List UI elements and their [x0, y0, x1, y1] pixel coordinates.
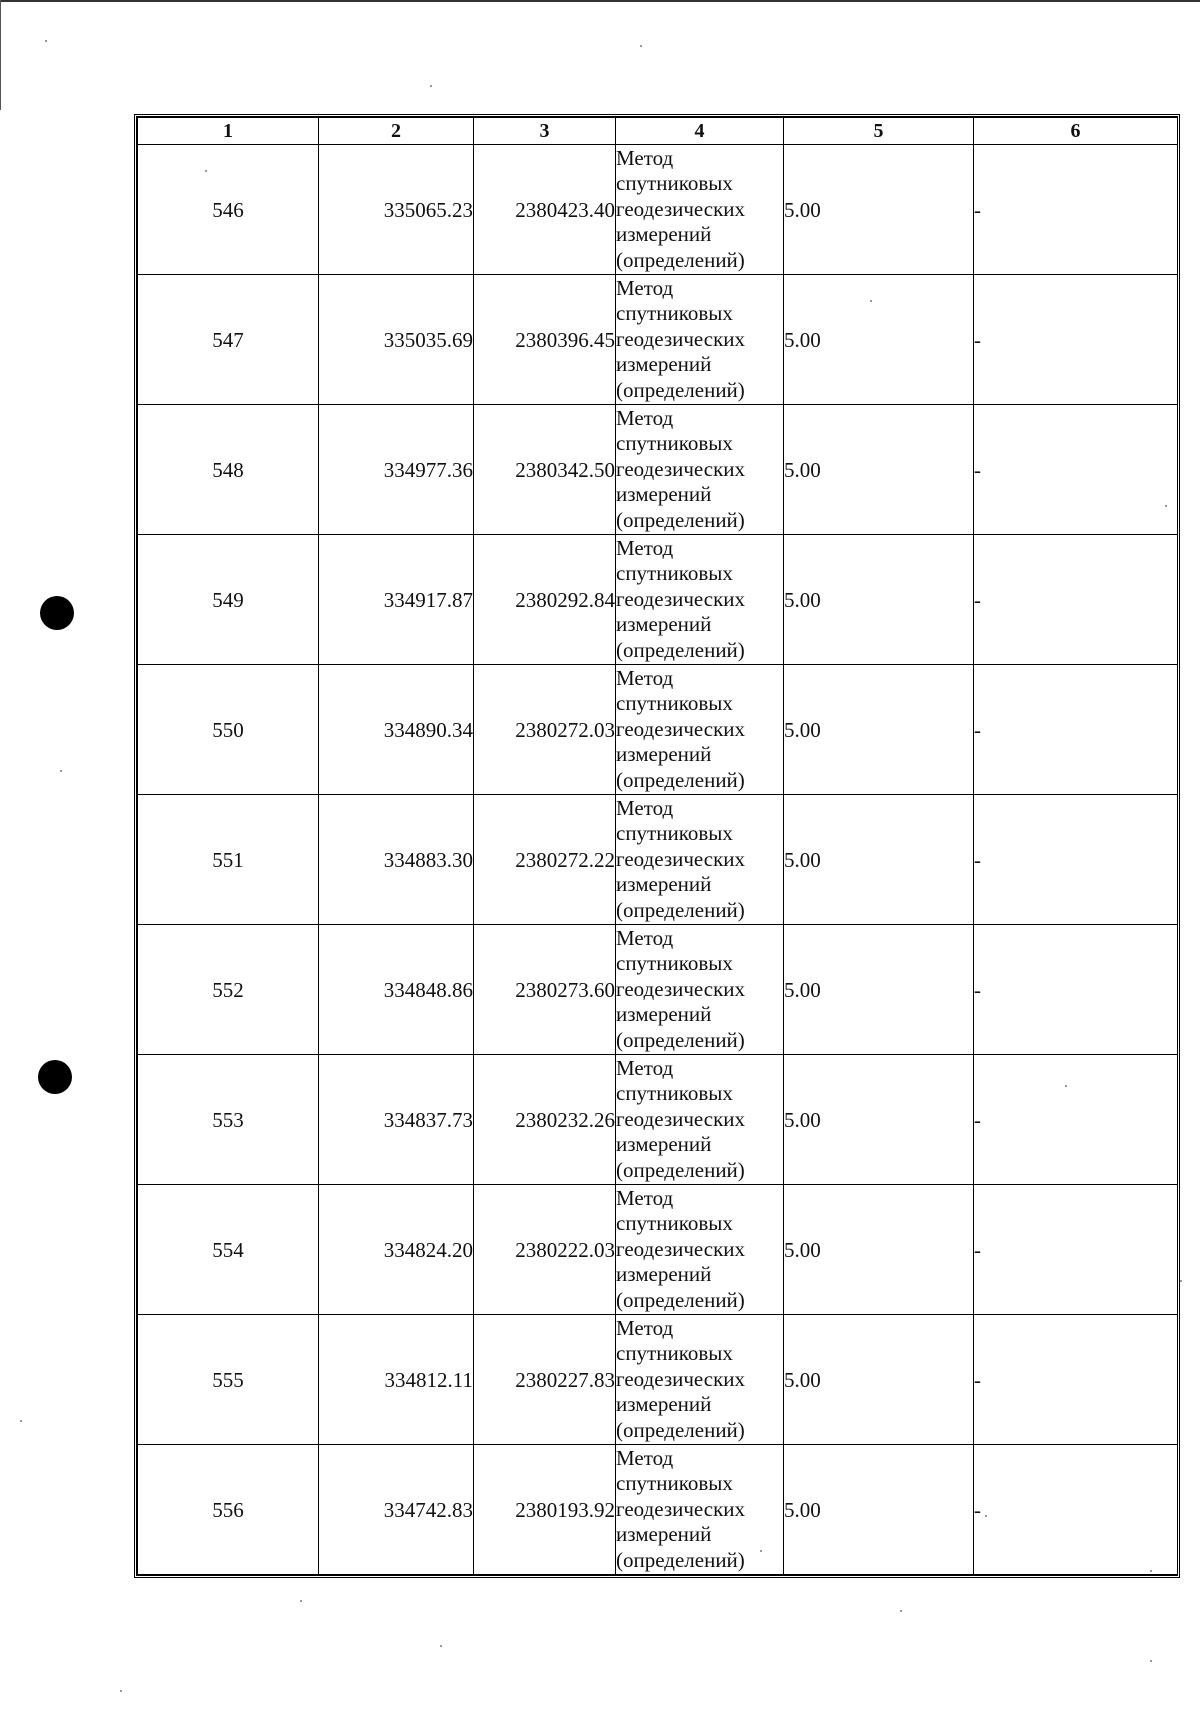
method-text-line: (определений): [616, 637, 745, 662]
scan-speck: [1165, 505, 1167, 507]
scan-speck: [1180, 1280, 1182, 1282]
scan-speck: [60, 770, 62, 772]
scan-speck: [120, 1690, 122, 1692]
method-cell: [616, 535, 784, 665]
method-text-line: Метод: [616, 535, 674, 560]
point-number-cell: 555: [138, 1315, 319, 1445]
x-coordinate-cell: 334977.36: [319, 405, 474, 535]
point-number-cell: 549: [138, 535, 319, 665]
method-text-line: геодезических: [616, 1366, 746, 1391]
method-cell: [616, 1185, 784, 1315]
method-text-line: Метод: [616, 665, 674, 690]
y-coordinate-cell: 2380292.84: [474, 535, 616, 665]
scan-speck: [45, 40, 47, 42]
point-number-cell: 554: [138, 1185, 319, 1315]
method-text-line: (определений): [616, 767, 745, 792]
description-cell: -: [974, 925, 1178, 1055]
table-row: [138, 1185, 1178, 1315]
scan-speck: [760, 1550, 762, 1552]
description-cell: -: [974, 1315, 1178, 1445]
method-text-line: (определений): [616, 377, 745, 402]
table-header-row: [138, 118, 1178, 145]
description-cell: -: [974, 1055, 1178, 1185]
scan-speck: [440, 1645, 442, 1647]
point-number-cell: 548: [138, 405, 319, 535]
description-cell: -: [974, 275, 1178, 405]
method-text-line: геодезических: [616, 976, 746, 1001]
y-coordinate-cell: 2380227.83: [474, 1315, 616, 1445]
x-coordinate-cell: 334848.86: [319, 925, 474, 1055]
y-coordinate-cell: 2380423.40: [474, 145, 616, 275]
table-row: [138, 275, 1178, 405]
error-value-cell: 5.00: [784, 145, 974, 275]
method-text-line: (определений): [616, 507, 745, 532]
error-value-cell: 5.00: [784, 275, 974, 405]
scan-speck: [205, 170, 207, 172]
x-coordinate-cell: 334824.20: [319, 1185, 474, 1315]
method-text-line: (определений): [616, 1287, 745, 1312]
method-text-line: (определений): [616, 247, 745, 272]
x-coordinate-cell: 334742.83: [319, 1445, 474, 1575]
table-body: [138, 145, 1178, 1575]
method-text-line: измерений: [616, 742, 712, 767]
x-coordinate-cell: 334837.73: [319, 1055, 474, 1185]
y-coordinate-cell: 2380396.45: [474, 275, 616, 405]
scan-speck: [900, 1610, 902, 1612]
method-text-line: геодезических: [616, 196, 746, 221]
method-text-line: геодезических: [616, 716, 746, 741]
method-text-line: измерений: [616, 1262, 712, 1287]
x-coordinate-cell: 334812.11: [319, 1315, 474, 1445]
column-header: 6: [974, 118, 1178, 145]
method-text-line: Метод: [616, 275, 674, 300]
description-cell: -: [974, 405, 1178, 535]
method-cell: [616, 1445, 784, 1575]
table-row: [138, 1445, 1178, 1575]
error-value-cell: 5.00: [784, 1315, 974, 1445]
method-text-line: геодезических: [616, 326, 746, 351]
table-row: [138, 795, 1178, 925]
method-text-line: Метод: [616, 145, 674, 170]
error-value-cell: 5.00: [784, 1185, 974, 1315]
description-cell: -: [974, 535, 1178, 665]
x-coordinate-cell: 335035.69: [319, 275, 474, 405]
description-cell: -: [974, 145, 1178, 275]
method-cell: [616, 145, 784, 275]
method-text-line: Метод: [616, 925, 674, 950]
method-text-line: (определений): [616, 1417, 745, 1442]
y-coordinate-cell: 2380222.03: [474, 1185, 616, 1315]
table-row: [138, 665, 1178, 795]
scan-speck: [1150, 1570, 1152, 1572]
method-text-line: геодезических: [616, 586, 746, 611]
page-left-edge: [0, 0, 1, 110]
table-row: [138, 535, 1178, 665]
method-text-line: Метод: [616, 1445, 674, 1470]
method-text-line: измерений: [616, 1392, 712, 1417]
column-header: 4: [616, 118, 784, 145]
method-text-line: измерений: [616, 872, 712, 897]
method-text-line: (определений): [616, 1547, 745, 1572]
column-header: 1: [138, 118, 319, 145]
scan-speck: [20, 1420, 22, 1422]
method-text-line: спутниковых: [616, 1471, 733, 1496]
method-cell: [616, 795, 784, 925]
y-coordinate-cell: 2380342.50: [474, 405, 616, 535]
error-value-cell: 5.00: [784, 925, 974, 1055]
column-header: 3: [474, 118, 616, 145]
point-number-cell: 556: [138, 1445, 319, 1575]
method-text-line: геодезических: [616, 1236, 746, 1261]
method-text-line: Метод: [616, 1055, 674, 1080]
point-number-cell: 551: [138, 795, 319, 925]
method-cell: [616, 275, 784, 405]
punch-hole: [38, 1060, 72, 1094]
y-coordinate-cell: 2380272.03: [474, 665, 616, 795]
coordinates-table: [137, 117, 1178, 1575]
method-text-line: измерений: [616, 352, 712, 377]
punch-hole: [40, 596, 74, 630]
scan-speck: [640, 45, 642, 47]
table-row: [138, 1315, 1178, 1445]
point-number-cell: 546: [138, 145, 319, 275]
scan-speck: [1150, 1660, 1152, 1662]
point-number-cell: 550: [138, 665, 319, 795]
method-text-line: спутниковых: [616, 691, 733, 716]
method-text-line: спутниковых: [616, 821, 733, 846]
y-coordinate-cell: 2380272.22: [474, 795, 616, 925]
scan-speck: [300, 1600, 302, 1602]
point-number-cell: 547: [138, 275, 319, 405]
method-text-line: измерений: [616, 1522, 712, 1547]
method-text-line: измерений: [616, 1002, 712, 1027]
error-value-cell: 5.00: [784, 405, 974, 535]
table-row: [138, 405, 1178, 535]
scan-speck: [870, 300, 872, 302]
description-cell: -: [974, 1445, 1178, 1575]
column-header: 5: [784, 118, 974, 145]
method-text-line: спутниковых: [616, 431, 733, 456]
method-text-line: Метод: [616, 1185, 674, 1210]
table-row: [138, 1055, 1178, 1185]
scan-speck: [430, 85, 432, 87]
x-coordinate-cell: 334883.30: [319, 795, 474, 925]
method-text-line: геодезических: [616, 1106, 746, 1131]
method-text-line: геодезических: [616, 456, 746, 481]
scan-speck: [985, 1515, 987, 1517]
method-text-line: спутниковых: [616, 301, 733, 326]
method-cell: [616, 405, 784, 535]
method-text-line: Метод: [616, 405, 674, 430]
point-number-cell: 552: [138, 925, 319, 1055]
method-cell: [616, 925, 784, 1055]
y-coordinate-cell: 2380232.26: [474, 1055, 616, 1185]
description-cell: -: [974, 665, 1178, 795]
coordinates-table-frame: [134, 114, 1180, 1578]
method-text-line: спутниковых: [616, 1081, 733, 1106]
method-text-line: геодезических: [616, 846, 746, 871]
method-text-line: геодезических: [616, 1496, 746, 1521]
method-text-line: измерений: [616, 222, 712, 247]
x-coordinate-cell: 334890.34: [319, 665, 474, 795]
method-cell: [616, 1315, 784, 1445]
description-cell: -: [974, 795, 1178, 925]
method-text-line: измерений: [616, 1132, 712, 1157]
method-text-line: Метод: [616, 1315, 674, 1340]
error-value-cell: 5.00: [784, 665, 974, 795]
page-top-edge: [0, 0, 1200, 2]
x-coordinate-cell: 335065.23: [319, 145, 474, 275]
error-value-cell: 5.00: [784, 1055, 974, 1185]
point-number-cell: 553: [138, 1055, 319, 1185]
scan-speck: [1065, 1085, 1067, 1087]
method-cell: [616, 665, 784, 795]
method-text-line: (определений): [616, 1157, 745, 1182]
table-row: [138, 145, 1178, 275]
error-value-cell: 5.00: [784, 795, 974, 925]
column-header: 2: [319, 118, 474, 145]
y-coordinate-cell: 2380193.92: [474, 1445, 616, 1575]
method-text-line: спутниковых: [616, 1341, 733, 1366]
method-text-line: измерений: [616, 612, 712, 637]
y-coordinate-cell: 2380273.60: [474, 925, 616, 1055]
error-value-cell: 5.00: [784, 535, 974, 665]
description-cell: -: [974, 1185, 1178, 1315]
error-value-cell: 5.00: [784, 1445, 974, 1575]
method-text-line: Метод: [616, 795, 674, 820]
method-text-line: спутниковых: [616, 951, 733, 976]
method-cell: [616, 1055, 784, 1185]
method-text-line: спутниковых: [616, 561, 733, 586]
method-text-line: спутниковых: [616, 171, 733, 196]
method-text-line: спутниковых: [616, 1211, 733, 1236]
table-row: [138, 925, 1178, 1055]
method-text-line: (определений): [616, 1027, 745, 1052]
x-coordinate-cell: 334917.87: [319, 535, 474, 665]
method-text-line: измерений: [616, 482, 712, 507]
method-text-line: (определений): [616, 897, 745, 922]
